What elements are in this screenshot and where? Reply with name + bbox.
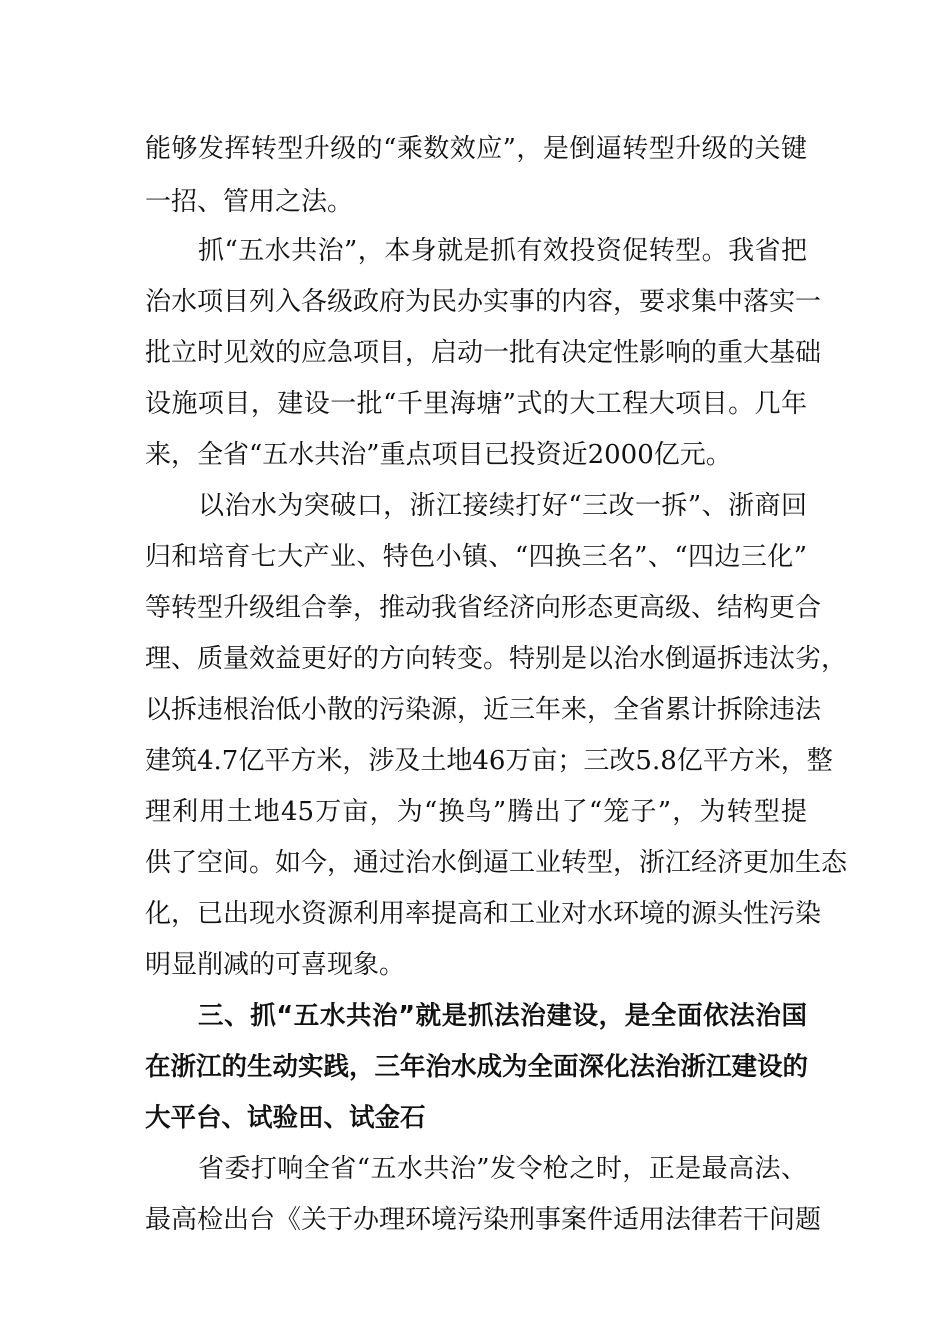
paragraph-3-line-4: 理、质量效益更好的方向转变。特别是以治水倒逼拆违汰劣，	[145, 644, 848, 674]
paragraph-4-line-2: 最高检出台《关于办理环境污染刑事案件适用法律若干问题	[145, 1205, 822, 1235]
paragraph-3-line-5: 以拆违根治低小散的污染源，近三年来，全省累计拆除违法	[145, 695, 822, 725]
paragraph-3-line-8: 供了空间。如今，通过治水倒逼工业转型，浙江经济更加生态	[145, 848, 848, 878]
paragraph-3-line-9: 化，已出现水资源利用率提高和工业对水环境的源头性污染	[145, 899, 822, 929]
paragraph-2-line-2: 治水项目列入各级政府为民办实事的内容，要求集中落实一	[145, 287, 822, 317]
paragraph-1-line-2: 一招、管用之法。	[145, 187, 354, 217]
paragraph-3-line-10: 明显削减的可喜现象。	[145, 950, 406, 980]
paragraph-2-line-4: 设施项目，建设一批“千里海塘”式的大工程大项目。几年	[145, 389, 807, 419]
paragraph-3-line-2: 归和培育七大产业、特色小镇、“四换三名”、“四边三化”	[145, 542, 807, 572]
paragraph-1-line-1: 能够发挥转型升级的“乘数效应”，是倒逼转型升级的关键	[145, 134, 807, 164]
section-heading-line-3: 大平台、试验田、试金石	[145, 1103, 426, 1133]
paragraph-2-line-3: 批立时见效的应急项目，启动一批有决定性影响的重大基础	[145, 338, 822, 368]
section-heading-line-2: 在浙江的生动实践，三年治水成为全面深化法治浙江建设的	[145, 1052, 809, 1082]
paragraph-3-line-7: 理利用土地45万亩，为“换鸟”腾出了“笼子”，为转型提	[145, 797, 807, 827]
paragraph-2-line-5: 来，全省“五水共治”重点项目已投资近2000亿元。	[145, 440, 732, 470]
paragraph-2-line-1: 抓“五水共治”，本身就是抓有效投资促转型。我省把	[198, 236, 807, 266]
paragraph-3-line-6: 建筑4.7亿平方米，涉及土地46万亩；三改5.8亿平方米，整	[145, 746, 833, 776]
paragraph-3-line-1: 以治水为突破口，浙江接续打好“三改一拆”、浙商回	[198, 491, 807, 521]
paragraph-3-line-3: 等转型升级组合拳，推动我省经济向形态更高级、结构更合	[145, 593, 822, 623]
paragraph-4-line-1: 省委打响全省“五水共治”发令枪之时，正是最高法、	[198, 1154, 807, 1184]
section-heading-line-1: 三、抓“五水共治”就是抓法治建设，是全面依法治国	[198, 1001, 807, 1031]
